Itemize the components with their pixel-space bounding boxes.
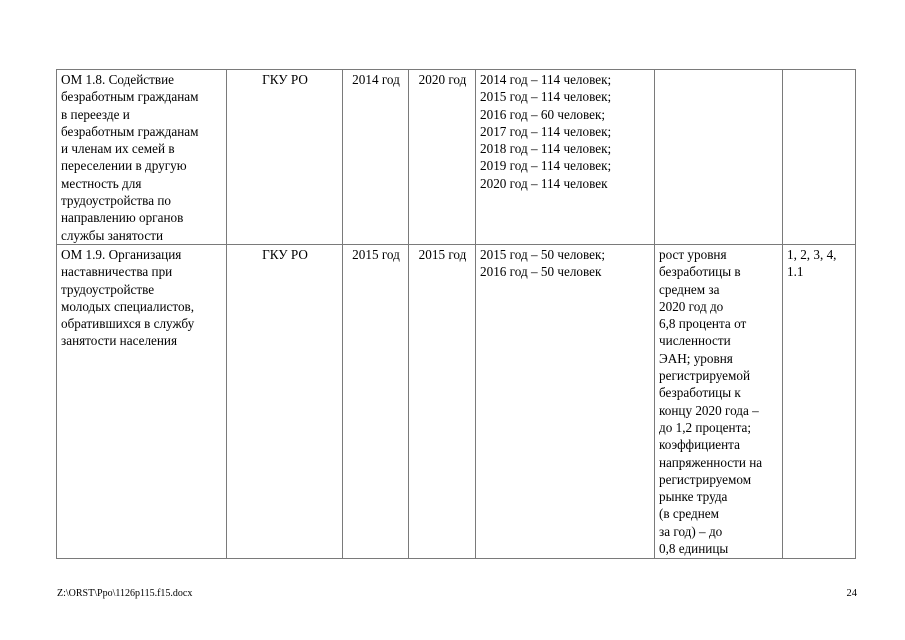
measure-cell <box>57 70 227 245</box>
effect-line: безработицы к <box>659 385 741 401</box>
result-line: 2018 год – 114 человек; <box>480 141 612 157</box>
measure-cell <box>57 244 227 558</box>
effect-line: до 1,2 процента; <box>659 419 752 435</box>
measure-line: переселении в другую <box>61 158 187 174</box>
effect-line: регистрируемом <box>659 471 752 487</box>
executor-cell: ГКУ РО <box>227 70 343 245</box>
links-cell <box>783 70 856 245</box>
measure-line: трудоустройстве <box>61 281 155 297</box>
program-table <box>56 69 856 559</box>
effect-line: концу 2020 года – <box>659 402 759 418</box>
links-line: 1, 2, 3, 4, <box>787 246 837 262</box>
measure-line: ОМ 1.9. Организация <box>61 246 182 262</box>
result-cell <box>476 244 655 558</box>
effect-line: среднем за <box>659 281 720 297</box>
end-year-cell: 2020 год <box>409 70 476 245</box>
measure-line: обратившихся в службу <box>61 316 195 332</box>
measure-line: наставничества при <box>61 264 173 280</box>
executor-cell: ГКУ РО <box>227 244 343 558</box>
table-row <box>57 70 856 245</box>
effect-line: рынке труда <box>659 489 728 505</box>
measure-line: молодых специалистов, <box>61 298 195 314</box>
result-line: 2020 год – 114 человек <box>480 175 608 191</box>
measure-line: направлению органов <box>61 210 184 226</box>
result-line: 2016 год – 60 человек; <box>480 106 606 122</box>
result-line: 2017 год – 114 человек; <box>480 123 612 139</box>
result-line: 2014 год – 114 человек; <box>480 72 612 87</box>
measure-line: безработным гражданам <box>61 89 199 105</box>
links-line: 1.1 <box>787 264 804 280</box>
result-line: 2016 год – 50 человек <box>480 264 602 280</box>
effect-cell <box>655 244 783 558</box>
effect-line: коэффициента <box>659 437 740 453</box>
measure-line: безработным гражданам <box>61 123 199 139</box>
result-line: 2015 год – 50 человек; <box>480 246 606 262</box>
measure-line: службы занятости <box>61 227 164 243</box>
measure-line: ОМ 1.8. Содействие <box>61 72 175 87</box>
links-cell <box>783 244 856 558</box>
effect-line: (в среднем <box>659 506 720 522</box>
table-row <box>57 244 856 558</box>
page-number: 24 <box>846 588 857 599</box>
result-line: 2015 год – 114 человек; <box>480 89 612 105</box>
effect-line: ЭАН; уровня <box>659 350 733 366</box>
effect-line: численности <box>659 333 731 349</box>
measure-line: местность для <box>61 175 142 191</box>
file-path: Z:\ORST\Ppo\1126p115.f15.docx <box>57 588 193 599</box>
effect-line: 6,8 процента от <box>659 316 747 332</box>
effect-line: регистрируемой <box>659 368 751 384</box>
effect-cell <box>655 70 783 245</box>
result-cell <box>476 70 655 245</box>
result-line: 2019 год – 114 человек; <box>480 158 612 174</box>
measure-line: и членам их семей в <box>61 141 175 157</box>
effect-line: рост уровня <box>659 246 727 262</box>
effect-line: 2020 год до <box>659 298 724 314</box>
effect-line: 0,8 единицы <box>659 541 729 557</box>
start-year-cell: 2015 год <box>343 244 409 558</box>
effect-line: за год) – до <box>659 523 723 539</box>
start-year-cell: 2014 год <box>343 70 409 245</box>
measure-line: трудоустройства по <box>61 193 171 209</box>
end-year-cell: 2015 год <box>409 244 476 558</box>
effect-line: напряженности на <box>659 454 763 470</box>
measure-line: занятости населения <box>61 333 178 349</box>
effect-line: безработицы в <box>659 264 741 280</box>
measure-line: в переезде и <box>61 106 130 122</box>
